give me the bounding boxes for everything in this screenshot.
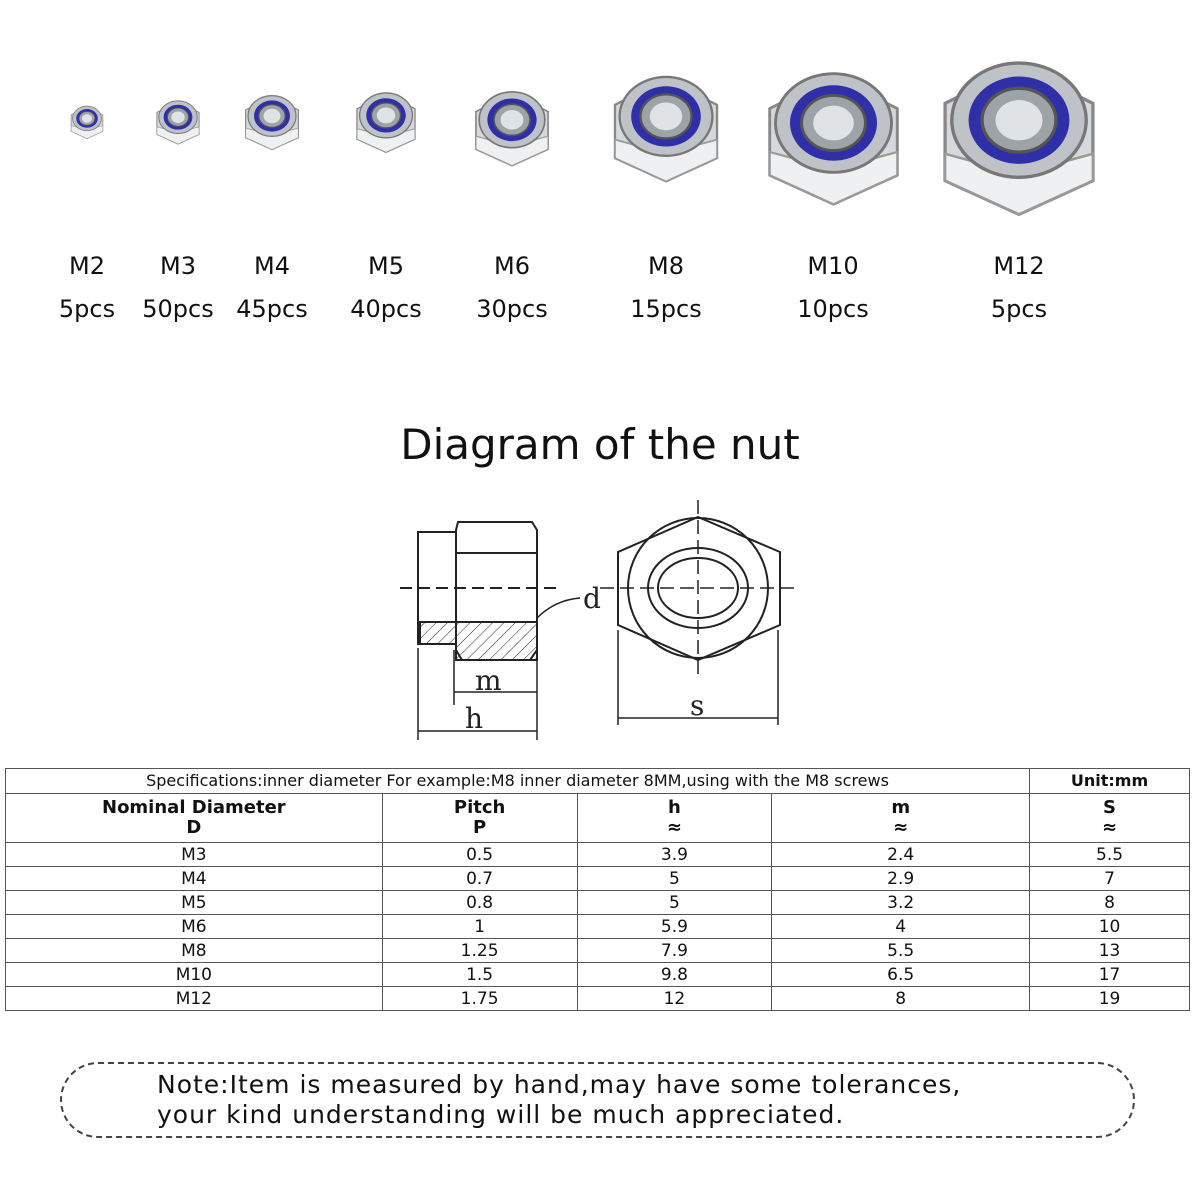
spec-note: Specifications:inner diameter For example:M8 inner diameter 8MM,using with the M8 screws [6, 769, 1030, 794]
nut-size-label: M3 [160, 252, 196, 280]
nut-size-label: M8 [648, 252, 684, 280]
table-row [6, 867, 1190, 891]
table-row [6, 891, 1190, 915]
table-cell: M5 [6, 891, 383, 915]
nut-technical-drawing [400, 500, 800, 750]
table-cell: 5.5 [1030, 843, 1190, 867]
spec-table [5, 768, 1190, 1011]
table-cell: 0.8 [382, 891, 577, 915]
table-cell: 2.4 [772, 843, 1030, 867]
label-d: d [583, 582, 601, 615]
table-cell: 3.2 [772, 891, 1030, 915]
table-cell: 8 [772, 987, 1030, 1011]
nut-size-label: M2 [69, 252, 105, 280]
table-cell: 5.5 [772, 939, 1030, 963]
table-cell: 5 [577, 891, 772, 915]
nut-count-label: 40pcs [350, 295, 422, 323]
table-cell: 19 [1030, 987, 1190, 1011]
table-cell: 10 [1030, 915, 1190, 939]
nut-count-label: 50pcs [142, 295, 214, 323]
table-cell: 5 [577, 867, 772, 891]
nut-count-label: 15pcs [630, 295, 702, 323]
table-cell: 1 [382, 915, 577, 939]
lock-nut-image [761, 65, 906, 210]
column-header: Pitch P [382, 794, 577, 843]
table-row [6, 843, 1190, 867]
table-cell: 17 [1030, 963, 1190, 987]
table-cell: 8 [1030, 891, 1190, 915]
table-cell: 2.9 [772, 867, 1030, 891]
unit-label: Unit:mm [1030, 769, 1190, 794]
nut-count-label: 45pcs [236, 295, 308, 323]
table-cell: 6.5 [772, 963, 1030, 987]
table-cell: 9.8 [577, 963, 772, 987]
table-row [6, 915, 1190, 939]
nut-count-label: 10pcs [797, 295, 869, 323]
table-cell: 7.9 [577, 939, 772, 963]
lock-nut-image [242, 92, 302, 152]
lock-nut-image [935, 53, 1103, 221]
table-cell: 12 [577, 987, 772, 1011]
diagram-title: Diagram of the nut [400, 420, 800, 469]
label-h: h [465, 702, 484, 735]
table-cell: 1.75 [382, 987, 577, 1011]
nut-count-label: 30pcs [476, 295, 548, 323]
table-cell: 7 [1030, 867, 1190, 891]
column-header: Nominal Diameter D [6, 794, 383, 843]
table-row [6, 987, 1190, 1011]
side-view [400, 522, 580, 740]
note-line-2: your kind understanding will be much appreciated. [157, 1100, 845, 1129]
nut-count-label: 5pcs [990, 295, 1048, 323]
nut-size-label: M5 [368, 252, 404, 280]
table-row [6, 939, 1190, 963]
table-header-row [6, 794, 1190, 843]
table-cell: M12 [6, 987, 383, 1011]
table-cell: M8 [6, 939, 383, 963]
table-cell: M4 [6, 867, 383, 891]
nut-size-label: M12 [993, 252, 1045, 280]
label-s: s [690, 689, 705, 722]
nut-size-label: M6 [494, 252, 530, 280]
table-cell: M6 [6, 915, 383, 939]
table-cell: 1.5 [382, 963, 577, 987]
lock-nut-image [608, 70, 724, 186]
nut-count-label: 5pcs [58, 295, 116, 323]
table-cell: 0.7 [382, 867, 577, 891]
table-cell: M3 [6, 843, 383, 867]
column-header: S ≈ [1030, 794, 1190, 843]
table-cell: 13 [1030, 939, 1190, 963]
note-line-1: Note:Item is measured by hand,may have some tolerances, [157, 1070, 962, 1099]
nut-size-label: M4 [254, 252, 290, 280]
column-header: h ≈ [577, 794, 772, 843]
lock-nut-image [353, 89, 419, 155]
lock-nut-image [471, 87, 553, 169]
table-cell: 3.9 [577, 843, 772, 867]
table-cell: 4 [772, 915, 1030, 939]
table-row [6, 963, 1190, 987]
lock-nut-image [69, 104, 105, 140]
nut-size-label: M10 [807, 252, 859, 280]
tolerance-note [60, 1062, 1135, 1138]
label-m: m [475, 664, 502, 697]
table-cell: M10 [6, 963, 383, 987]
table-cell: 5.9 [577, 915, 772, 939]
table-cell: 0.5 [382, 843, 577, 867]
lock-nut-image [154, 98, 202, 146]
table-cell: 1.25 [382, 939, 577, 963]
column-header: m ≈ [772, 794, 1030, 843]
